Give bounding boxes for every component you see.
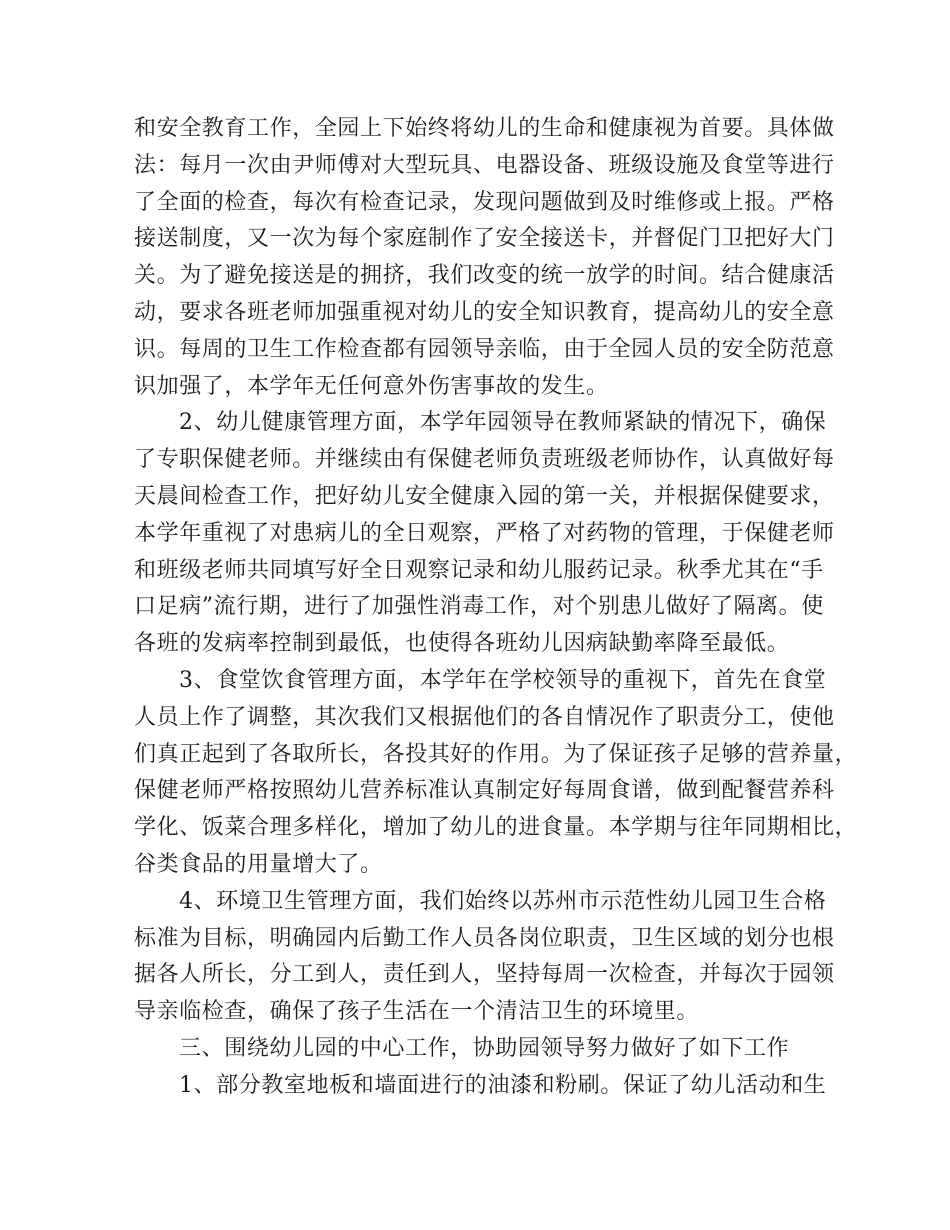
text-line: 关。为了避免接送是的拥挤，我们改变的统一放学的时间。结合健康活: [134, 263, 835, 289]
text-line: 人员上作了调整，其次我们又根据他们的各自情况作了职责分工，使他: [134, 704, 835, 730]
text-line: 标准为目标，明确园内后勤工作人员各岗位职责，卫生区域的划分也根: [134, 925, 835, 951]
paragraph-start-line: 4、环境卫生管理方面，我们始终以苏州市示范性幼儿园卫生合格: [179, 888, 827, 914]
text-line: 谷类食品的用量增大了。: [134, 851, 383, 877]
text-line: 保健老师严格按照幼儿营养标准认真制定好每周食谱，做到配餐营养科: [134, 778, 835, 804]
text-line: 导亲临检查，确保了孩子生活在一个清洁卫生的环境里。: [134, 999, 700, 1025]
text-line: 们真正起到了各取所长，各投其好的作用。为了保证孩子足够的营养量，: [134, 741, 858, 767]
text-line: 和安全教育工作，全园上下始终将幼儿的生命和健康视为首要。具体做: [134, 116, 835, 141]
text-line: 和班级老师共同填写好全日观察记录和幼儿服药记录。秋季尤其在“手: [134, 557, 824, 583]
body-text: [134, 111, 858, 1105]
text-line: 了专职保健老师。并继续由有保健老师负责班级老师协作，认真做好每: [134, 447, 835, 473]
paragraph-start-line: 2、幼儿健康管理方面，本学年园领导在教师紧缺的情况下，确保: [179, 410, 827, 436]
text-line: 法：每月一次由尹师傅对大型玩具、电器设备、班级设施及食堂等进行: [134, 152, 835, 178]
paragraph-start-line: 1、部分教室地板和墙面进行的油漆和粉刷。保证了幼儿活动和生: [179, 1072, 827, 1098]
text-line: 接送制度，又一次为每个家庭制作了安全接送卡，并督促门卫把好大门: [134, 226, 835, 252]
text-line: 识。每周的卫生工作检查都有园领导亲临，由于全园人员的安全防范意: [134, 336, 835, 362]
section-heading-line: 三、围绕幼儿园的中心工作，协助园领导努力做好了如下工作: [179, 1035, 790, 1061]
text-line: 口足病”流行期，进行了加强性消毒工作，对个别患儿做好了隔离。使: [134, 594, 824, 620]
text-line: 天晨间检查工作，把好幼儿安全健康入园的第一关，并根据保健要求，: [134, 483, 835, 509]
text-line: 本学年重视了对患病儿的全日观察，严格了对药物的管理，于保健老师: [134, 520, 835, 546]
text-line: 据各人所长，分工到人，责任到人，坚持每周一次检查，并每次于园领: [134, 962, 835, 988]
text-line: 各班的发病率控制到最低，也使得各班幼儿因病缺勤率降至最低。: [134, 631, 790, 657]
text-line: 了全面的检查，每次有检查记录，发现问题做到及时维修或上报。严格: [134, 189, 835, 215]
text-line: 动，要求各班老师加强重视对幼儿的安全知识教育，提高幼儿的安全意: [134, 299, 835, 325]
paragraph-start-line: 3、食堂饮食管理方面，本学年在学校领导的重视下，首先在食堂: [179, 667, 827, 693]
text-line: 识加强了，本学年无任何意外伤害事故的发生。: [134, 373, 609, 399]
text-line: 学化、饭菜合理多样化，增加了幼儿的进食量。本学期与往年同期相比，: [134, 815, 858, 841]
